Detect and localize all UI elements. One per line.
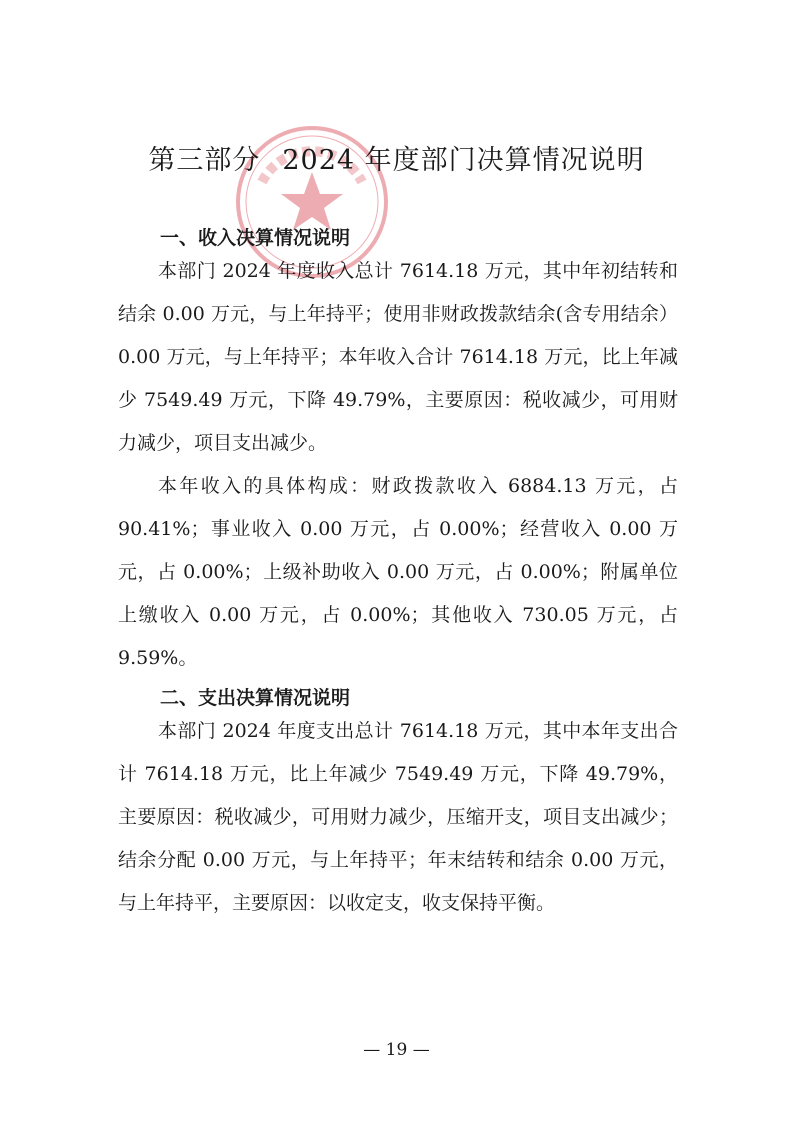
page-number: — 19 —: [363, 1040, 430, 1060]
expenditure-summary-paragraph: 本部门 2024 年度支出总计 7614.18 万元，其中本年支出合计 7614.18 万元，比上年减少 7549.49 万元，下降 49.79%，主要原因：税收减少，可用财力减少，压缩开支，项目支出减少；结余分配 0.00 万元，与上年持平；年末结转和结余 0.00 万元，与上年持平，主要原因：以收定支，收支保持平衡。: [118, 720, 678, 914]
income-summary-paragraph: 本部门 2024 年度收入总计 7614.18 万元，其中年初结转和结余 0.00 万元，与上年持平；使用非财政拨款结余(含专用结余）0.00 万元，与上年持平；本年收入合计 7614.18 万元，比上年减少 7549.49 万元，下降 49.79%，主要原因：税收减少，可用财力减少，项目支出减少。: [118, 260, 678, 454]
income-composition-paragraph: 本年收入的具体构成：财政拨款收入 6884.13 万元，占 90.41%；事业收入 0.00 万元，占 0.00%；经营收入 0.00 万元，占 0.00%；上级补助收入 0.00 万元，占 0.00%；附属单位上缴收入 0.00 万元，占 0.00%；其他收入 730.05 万元，占 9.59%。: [118, 475, 678, 669]
title-text: 2024 年度部门决算情况说明: [282, 145, 645, 176]
section-heading-income: 一、收入决算情况说明: [160, 227, 351, 249]
page-title: [0, 138, 793, 177]
section-heading-expenditure: 二、支出决算情况说明: [160, 687, 351, 709]
title-part: 第三部分: [148, 145, 261, 176]
